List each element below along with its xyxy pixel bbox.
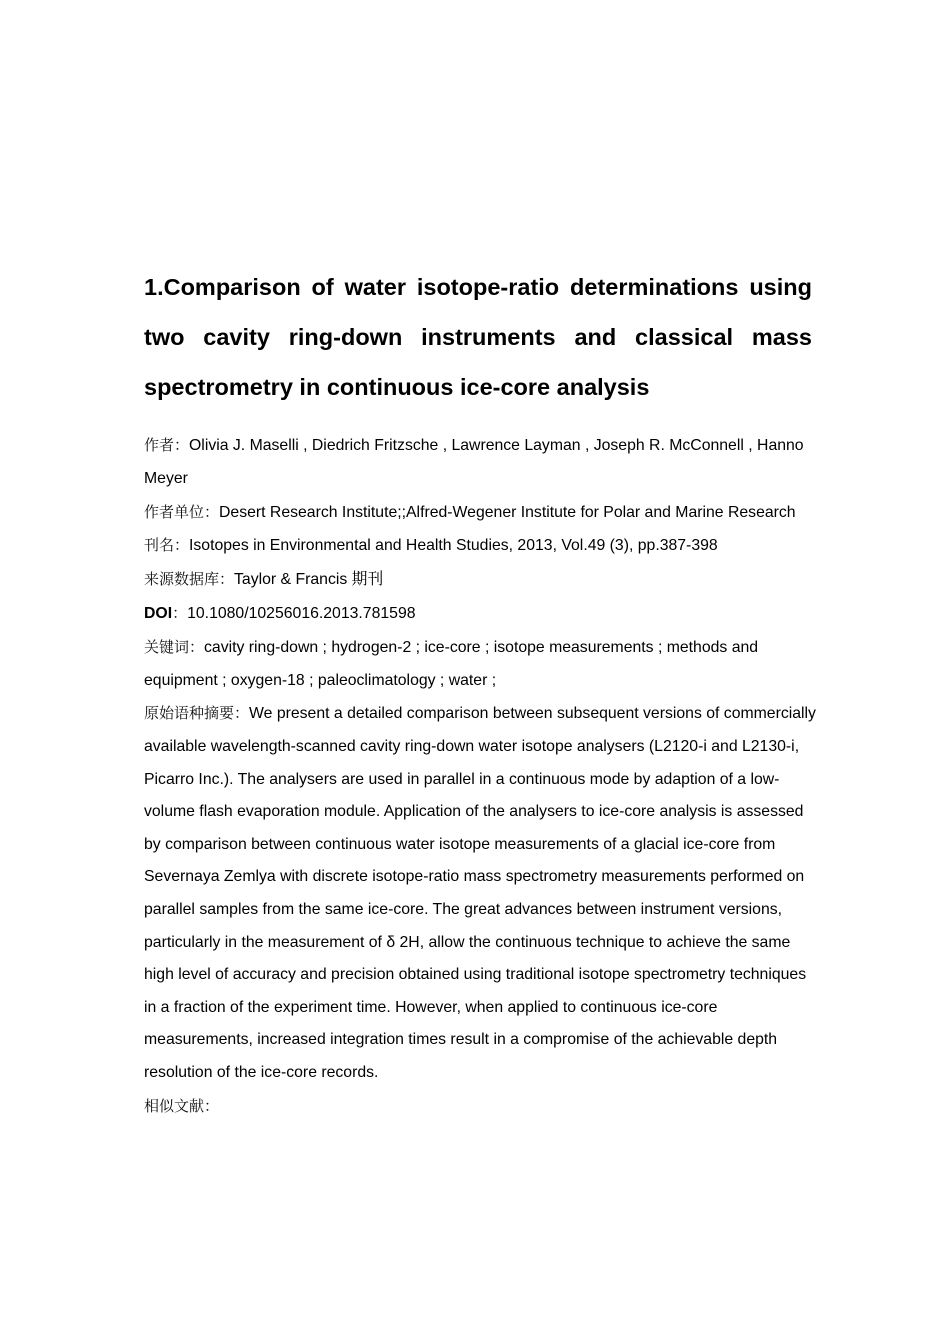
journal-line [144,529,812,563]
affiliation-line [144,496,812,530]
article-title: 1.Comparison of water isotope-ratio determinations using two cavity ring-down instruments and classical mass spectrometry in continuous ice-core analysis [144,274,812,400]
similar-documents-line [144,1090,812,1124]
keywords-value: cavity ring-down ; hydrogen-2 ; ice-core ; isotope measurements ; methods and equipment ; oxygen-18 ; paleoclimatology ; water ; [144,638,759,689]
authors-label: 作者： [144,436,190,454]
abstract-paragraph [144,697,816,1089]
doi-label: DOI [144,604,173,622]
doi-value[interactable]: 10.1080/10256016.2013.781598 [187,604,416,622]
authors-line [144,429,812,496]
source-database-label: 来源数据库： [144,570,235,589]
source-database-value: Taylor & Francis 期刊 [234,571,384,589]
journal-label: 刊名： [144,536,190,555]
abstract-label: 原始语种摘要： [144,704,250,723]
source-database-line [144,563,812,597]
keywords-label: 关键词： [144,637,205,656]
similar-documents-label: 相似文献： [144,1096,220,1115]
keywords-line [144,631,812,698]
affiliation-label: 作者单位： [144,502,220,521]
doi-line [144,597,812,631]
abstract-text: We present a detailed comparison between subsequent versions of commercially available wavelength-scanned cavity ring-down water isotope analysers (L2120-i and L2130-i, Picarro Inc.). The analysers are used in parallel in a continuous mode by adaption of a low-volume flash evaporation module. Application of the analysers to ice-core analysis is assessed by comparison between continuous water isotope measurements of a glacial ice-core from Severnaya Zemlya with discrete isotope-ratio mass spectrometry measurements performed on parallel samples from the same ice-core. The great advances between instrument versions, particularly in the measurement of δ 2H, allow the continuous technique to achieve the same high level of accuracy and precision obtained using traditional isotope spectrometry techniques in a fraction of the experiment time. However, when applied to continuous ice-core measurements, increased integration times result in a compromise of the achievable depth resolution of the ice-core records. [144,705,816,1081]
journal-value: Isotopes in Environmental and Health Studies, 2013, Vol.49 (3), pp.387-398 [189,537,718,555]
authors-value: Olivia J. Maselli , Diedrich Fritzsche , Lawrence Layman , Joseph R. McConnell , Hanno Meyer [144,437,804,487]
document-page [144,262,816,1123]
affiliation-value: Desert Research Institute;;Alfred-Wegener Institute for Polar and Marine Research [219,503,796,521]
doi-separator: ： [172,603,188,622]
